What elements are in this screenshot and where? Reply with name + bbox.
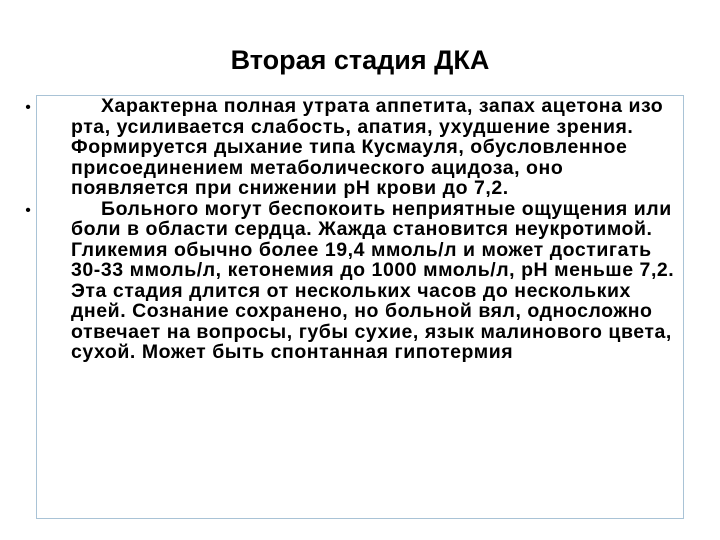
bullet-item-1 [25,95,683,199]
bullet-icon: • [25,99,31,116]
slide-title: Вторая стадия ДКА [230,45,490,75]
bullet-item-2 [25,197,683,363]
content-text-box [25,95,684,519]
bullet-text-1: Характерна полная утрата аппетита, запах ацетона изо рта, усиливается слабость, апатия, ухудшение зрения. Формируется дыхание типа Кусмауля, обусловленное присоединением метаболического ацидоза, оно появляется при снижении рН крови до 7,2. [71,95,664,199]
bullet-icon: • [25,201,31,219]
bullet-text-2: Больного могут беспокоить неприятные ощущения или боли в области сердца. Жажда становится неукротимой. Гликемия обычно более 19,4 ммоль/л и может достигать 30-33 ммоль/л, кетонемия до 1000 ммоль/л, рН меньше 7,2. Эта стадия длится от нескольких часов до нескольких дней. Сознание сохранено, но больной вял, односложно отвечает на вопросы, губы сухие, язык малинового цвета, сухой. Может быть спонтанная гипотермия [71,197,675,363]
bullet-list [25,95,683,363]
